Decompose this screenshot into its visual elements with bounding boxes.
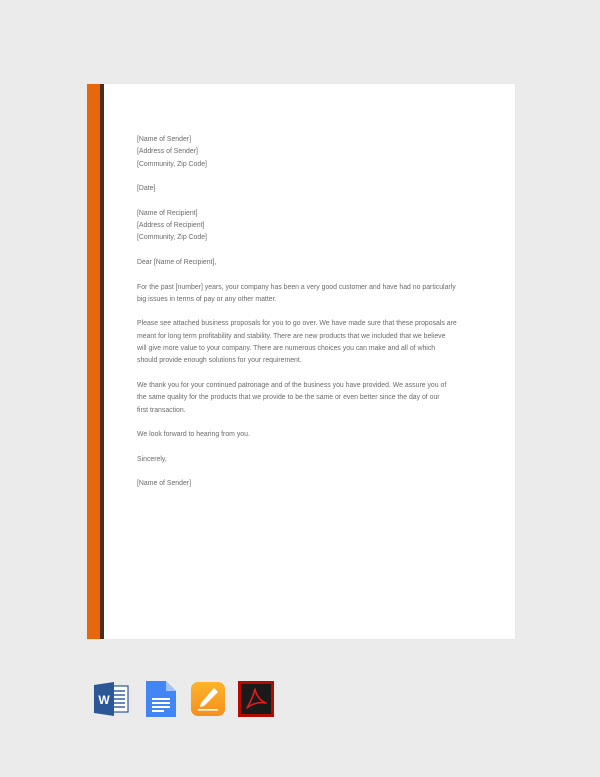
paragraph-line: Please see attached business proposals for you to go over. We have made sure that these proposals are: [137, 320, 457, 328]
recipient-address: [137, 208, 467, 245]
signature-text: [Name of Sender]: [137, 480, 192, 488]
paragraph-2: [137, 318, 467, 367]
sender-address: [137, 134, 467, 171]
document-page: [87, 84, 515, 639]
recipient-community: [Community, Zip Code]: [137, 234, 207, 242]
paragraph-line: For the past [number] years, your company has been a very good customer and have had no particularly: [137, 283, 456, 291]
sender-street: [Address of Sender]: [137, 148, 198, 156]
recipient-street: [Address of Recipient]: [137, 222, 205, 230]
closing-text: Sincerely,: [137, 455, 167, 463]
recipient-name: [Name of Recipient]: [137, 209, 198, 217]
accent-bar-dark: [100, 84, 104, 639]
salutation: [137, 257, 467, 269]
google-docs-icon[interactable]: [142, 681, 178, 717]
sender-community: [Community, Zip Code]: [137, 160, 207, 168]
signature: [137, 478, 467, 490]
paragraph-3: [137, 380, 467, 417]
pages-icon[interactable]: [190, 681, 226, 717]
paragraph-line: big issues in terms of pay or any other matter.: [137, 295, 277, 303]
date: [137, 183, 467, 195]
paragraph-line: meant for long term profitability and stability. There are new products that we included that we believe: [137, 332, 446, 340]
paragraph-line: the same quality for the products that we provide to be the same or even better since the day of our: [137, 394, 440, 402]
paragraph-line: first transaction.: [137, 406, 186, 414]
date-text: [Date]: [137, 185, 156, 193]
paragraph-4: [137, 429, 467, 441]
paragraph-line: will give more value to your company. There are numerous choices you can make and all of which: [137, 345, 436, 353]
paragraph-line: should provide enough solutions for your requirement.: [137, 357, 302, 365]
paragraph-1: [137, 282, 467, 307]
pdf-icon[interactable]: [238, 681, 274, 717]
closing: [137, 454, 467, 466]
accent-bar: [87, 84, 100, 639]
letter-body: [137, 134, 467, 503]
salutation-text: Dear [Name of Recipient],: [137, 258, 217, 266]
paragraph-line: We look forward to hearing from you.: [137, 431, 250, 439]
word-letter: W: [98, 693, 110, 707]
word-icon[interactable]: [94, 681, 130, 717]
paragraph-line: We thank you for your continued patronage and of the business you have provided. We assure you of: [137, 381, 447, 389]
sender-name: [Name of Sender]: [137, 136, 192, 143]
